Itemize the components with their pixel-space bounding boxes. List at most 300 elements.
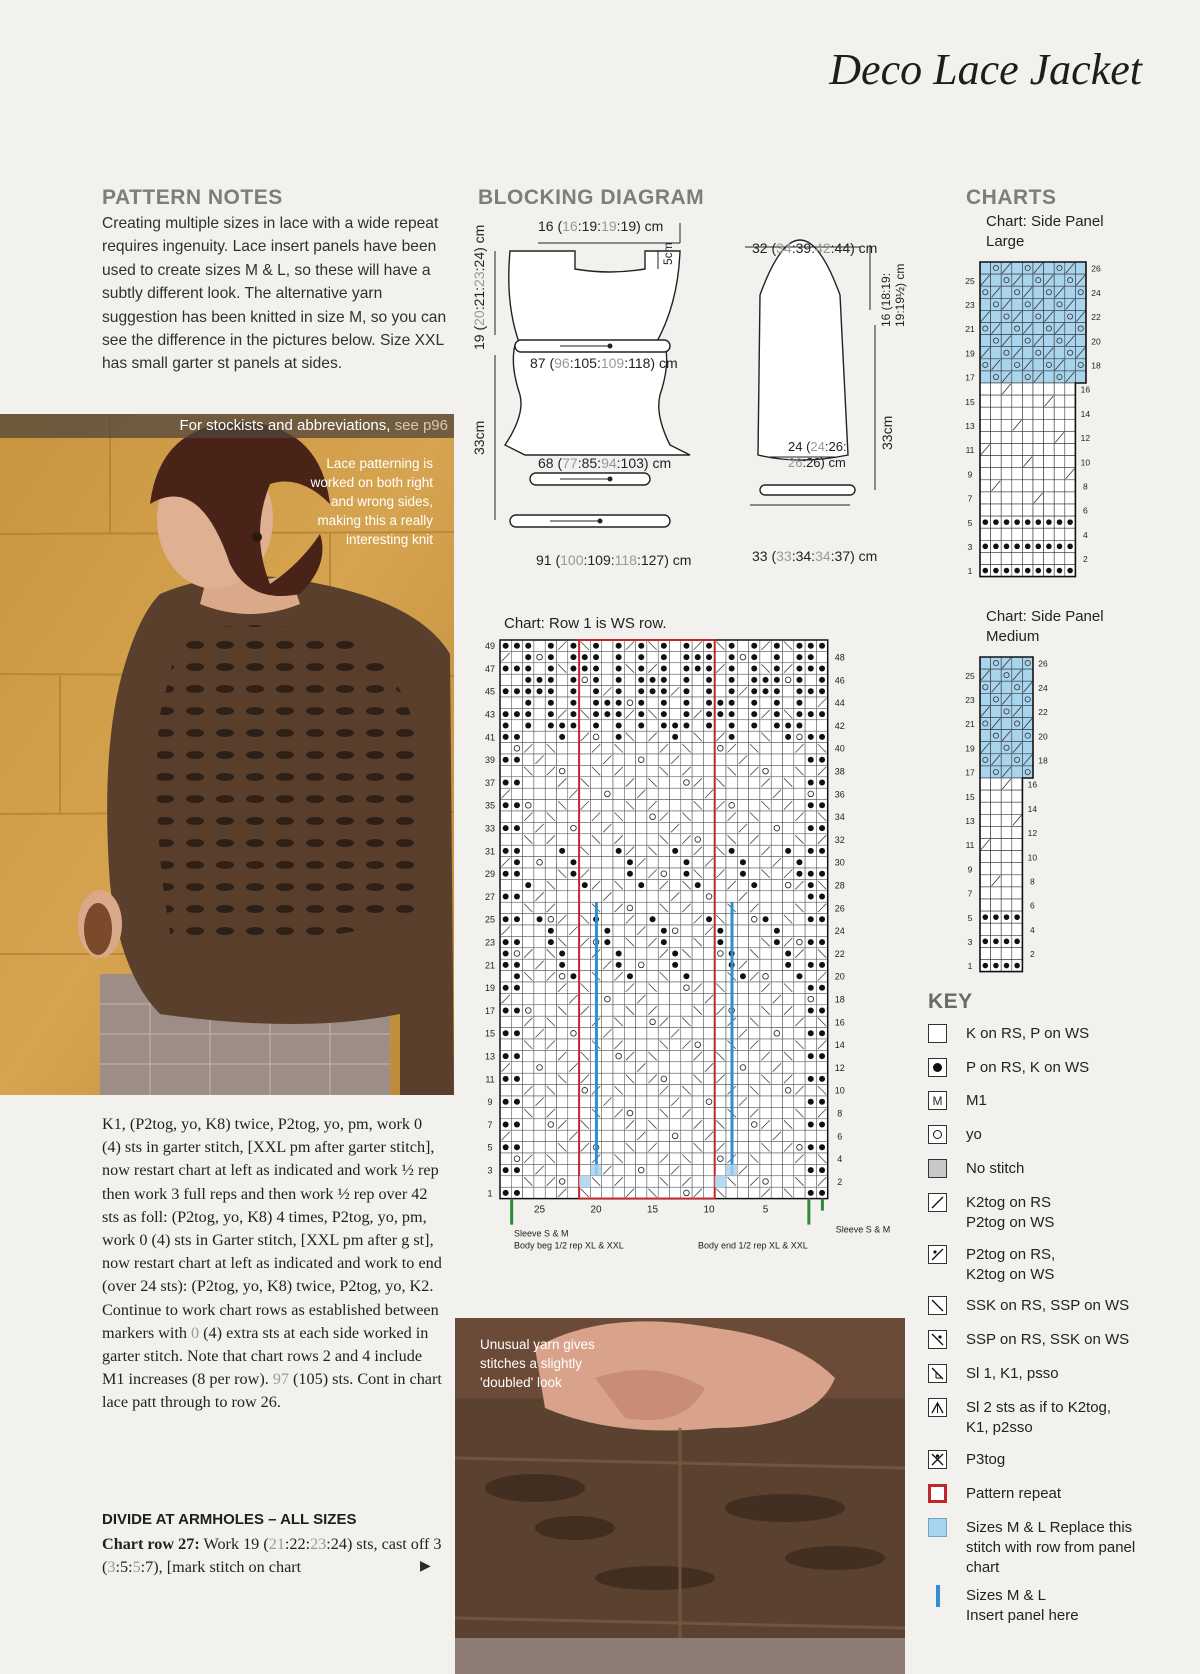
chart-cell (647, 879, 658, 890)
panel-cell (991, 766, 1002, 778)
chart-cell (647, 1107, 658, 1118)
purl-dot-icon (570, 973, 576, 979)
chart-cell (534, 902, 545, 913)
panel-cell (980, 802, 991, 814)
purl-dot-icon (570, 711, 576, 717)
chart-cell (624, 788, 635, 799)
chart-cell (523, 1142, 534, 1153)
purl-dot-icon (604, 928, 610, 934)
purl-dot-icon (514, 825, 520, 831)
chart-cell (545, 1005, 556, 1016)
panel-cell (991, 552, 1002, 564)
chart-cell (681, 936, 692, 947)
chart-cell (636, 1187, 647, 1198)
chart-cell (783, 1028, 794, 1039)
left-row-number: 9 (967, 864, 973, 875)
chart-cell (749, 1073, 760, 1084)
chart-cell (624, 697, 635, 708)
purl-dot-icon (525, 711, 531, 717)
purl-dot-icon (993, 963, 999, 969)
chart-cell (692, 948, 703, 959)
panel-cell (1054, 347, 1065, 359)
chart-cell (534, 982, 545, 993)
chart-cell (760, 925, 771, 936)
chart-cell (500, 1176, 511, 1187)
chart-cell (511, 811, 522, 822)
chart-cell (737, 879, 748, 890)
chart-cell (658, 1164, 669, 1175)
chart-cell (647, 1130, 658, 1141)
purl-dot-icon (514, 871, 520, 877)
chart-cell (568, 982, 579, 993)
chart-cell (794, 1130, 805, 1141)
chart-cell (534, 1085, 545, 1096)
chart-cell (557, 1153, 568, 1164)
purl-dot-icon (819, 871, 825, 877)
chart-cell (557, 1164, 568, 1175)
chart-cell (579, 891, 590, 902)
purl-dot-icon (514, 973, 520, 979)
chart-cell (647, 651, 658, 662)
chart-cell (703, 1107, 714, 1118)
purl-dot-icon (785, 723, 791, 729)
chart-cell (760, 857, 771, 868)
purl-dot-icon (593, 700, 599, 706)
chart-cell (737, 777, 748, 788)
chart-cell (783, 834, 794, 845)
purl-dot-icon (751, 723, 757, 729)
purl-dot-icon (1046, 544, 1052, 550)
chart-cell (703, 959, 714, 970)
panel-cell (991, 923, 1002, 935)
chart-cell (636, 845, 647, 856)
panel-cell (991, 778, 1002, 790)
chart-cell (523, 731, 534, 742)
chart-cell (737, 936, 748, 947)
chart-cell (579, 1028, 590, 1039)
chart-cell (534, 777, 545, 788)
chart-cell (545, 857, 556, 868)
chart-cell (568, 1187, 579, 1198)
chart-cell (511, 879, 522, 890)
purl-dot-icon (808, 1167, 814, 1173)
purl-dot-icon (638, 677, 644, 683)
chart-cell (692, 788, 703, 799)
chart-cell (647, 925, 658, 936)
panel-cell (980, 826, 991, 838)
sleeve-length-label: 33cm (879, 415, 895, 450)
panel-cell (1054, 456, 1065, 468)
chart-cell (636, 1073, 647, 1084)
chart-cell (511, 1016, 522, 1027)
panel-cell (1022, 310, 1033, 322)
chart-cell (636, 971, 647, 982)
chart-cell (613, 800, 624, 811)
chart-cell (602, 845, 613, 856)
chart-cell (715, 743, 726, 754)
chart-cell (703, 948, 714, 959)
chart-cell (805, 1039, 816, 1050)
chart-cell (692, 822, 703, 833)
panel-cell (1065, 419, 1076, 431)
chart-cell (636, 1164, 647, 1175)
purl-dot-icon (1014, 519, 1020, 525)
chart-cell (523, 1028, 534, 1039)
key-item-ssp: SSP on RS, SSK on WS (928, 1330, 1186, 1350)
chart-cell (545, 1164, 556, 1175)
chart-cell (715, 857, 726, 868)
panel-cell (1012, 923, 1023, 935)
chart-cell (670, 640, 681, 651)
panel-cell (1044, 444, 1055, 456)
continue-arrow-icon[interactable]: ▶ (420, 1557, 431, 1573)
chart-cell (692, 1062, 703, 1073)
chart-cell (670, 651, 681, 662)
left-row-number: 19 (484, 983, 496, 994)
chart-cell (523, 1130, 534, 1141)
chart-cell (760, 720, 771, 731)
chart-cell (511, 674, 522, 685)
panel-cell (1075, 262, 1086, 274)
panel-cell (1012, 730, 1023, 742)
chart-cell (715, 822, 726, 833)
panel-cell (1001, 347, 1012, 359)
chart-cell (636, 754, 647, 765)
purl-dot-icon (785, 962, 791, 968)
panel-cell (980, 887, 991, 899)
panel-cell (1001, 359, 1012, 371)
chart-cell (647, 765, 658, 776)
chart-cell (703, 754, 714, 765)
chart-cell (749, 788, 760, 799)
panel-cell (1012, 802, 1023, 814)
chart-cell (703, 731, 714, 742)
chart-cell (816, 1130, 827, 1141)
purl-dot-icon (729, 654, 735, 660)
chart-cell (523, 1096, 534, 1107)
chart-cell (703, 1176, 714, 1187)
chart-cell (602, 993, 613, 1004)
chart-cell (670, 936, 681, 947)
chart-cell (771, 868, 782, 879)
chart-cell (636, 868, 647, 879)
chart-cell (602, 868, 613, 879)
chart-cell (647, 697, 658, 708)
panel-cell (991, 492, 1002, 504)
purl-dot-icon (808, 666, 814, 672)
chart-cell (771, 971, 782, 982)
chart-cell (545, 959, 556, 970)
chart-cell (805, 1085, 816, 1096)
chart-cell (534, 857, 545, 868)
chart-cell (647, 857, 658, 868)
svg-text:16 (16:19:19:19) cm: 16 (16:19:19:19) cm (538, 218, 664, 234)
purl-dot-icon (1067, 544, 1073, 550)
purl-dot-icon (1067, 519, 1073, 525)
chart-cell (692, 743, 703, 754)
chart-cell (749, 1050, 760, 1061)
chart-cell (771, 1119, 782, 1130)
purl-dot-icon (774, 666, 780, 672)
chart-cell (590, 777, 601, 788)
chart-note-mid: Body end 1/2 rep XL & XXL (698, 1240, 808, 1251)
purl-dot-icon (751, 688, 757, 694)
sleeve-marker (821, 1199, 824, 1211)
purl-dot-icon (683, 643, 689, 649)
purl-dot-icon (808, 1008, 814, 1014)
chart-cell (715, 891, 726, 902)
chart-cell (816, 720, 827, 731)
chart-cell (692, 1107, 703, 1118)
purl-dot-icon (774, 939, 780, 945)
chart-cell (534, 1187, 545, 1198)
panel-cell (1054, 468, 1065, 480)
purl-dot-icon (525, 723, 531, 729)
chart-cell (658, 1005, 669, 1016)
chart-cell (511, 1107, 522, 1118)
chart-cell (613, 1130, 624, 1141)
sleeve-marker (807, 1199, 810, 1225)
left-row-number: 15 (965, 791, 975, 802)
purl-dot-icon (604, 939, 610, 945)
purl-dot-icon (1004, 914, 1010, 920)
panel-cell (1022, 274, 1033, 286)
chart-cell (624, 1062, 635, 1073)
chart-cell (545, 1073, 556, 1084)
purl-dot-icon (808, 734, 814, 740)
purl-dot-icon (514, 859, 520, 865)
purl-dot-icon (570, 688, 576, 694)
purl-dot-icon (537, 677, 543, 683)
panel-cell (1001, 310, 1012, 322)
purl-dot-icon (593, 654, 599, 660)
chart-cell (783, 902, 794, 913)
purl-dot-icon (819, 1053, 825, 1059)
panel-cell (1001, 528, 1012, 540)
chart-cell (771, 1176, 782, 1187)
chart-cell (783, 788, 794, 799)
purl-dot-icon (819, 734, 825, 740)
right-row-number: 18 (1091, 360, 1101, 371)
chart-cell (568, 834, 579, 845)
chart-cell (783, 765, 794, 776)
chart-cell (557, 1028, 568, 1039)
blocking-diagram-heading: BLOCKING DIAGRAM (478, 186, 705, 209)
purl-dot-icon (503, 723, 509, 729)
right-row-number: 2 (837, 1176, 843, 1187)
purl-dot-icon (672, 734, 678, 740)
chart-cell (523, 914, 534, 925)
key-item-no-stitch: No stitch (928, 1159, 1186, 1179)
purl-dot-icon (559, 848, 565, 854)
chart-cell (557, 1016, 568, 1027)
panel-cell (1012, 480, 1023, 492)
chart-cell (500, 811, 511, 822)
left-row-number: 13 (965, 815, 975, 826)
cuff-label-line1: 24 (24:26: (788, 439, 847, 454)
chart-cell (760, 879, 771, 890)
panel-cell (1001, 456, 1012, 468)
chart-cell (568, 1073, 579, 1084)
purl-dot-icon (514, 1144, 520, 1150)
chart-cell (737, 1039, 748, 1050)
chart-cell (703, 1142, 714, 1153)
purl-dot-icon (514, 1030, 520, 1036)
key-item-ssk: SSK on RS, SSP on WS (928, 1296, 1186, 1316)
purl-dot-icon (808, 1030, 814, 1036)
purl-dot-icon (503, 780, 509, 786)
chart-cell (715, 651, 726, 662)
purl-dot-icon (514, 1053, 520, 1059)
chart-cell (771, 1005, 782, 1016)
chart-cell (760, 1085, 771, 1096)
purl-dot-icon (616, 688, 622, 694)
chart-cell (771, 822, 782, 833)
chart-cell (568, 1005, 579, 1016)
purl-dot-icon (808, 939, 814, 945)
panel-cell (991, 802, 1002, 814)
purl-dot-icon (808, 688, 814, 694)
chart-note-left-1: Sleeve S & M (514, 1228, 569, 1239)
chart-cell (624, 891, 635, 902)
panel-cell (980, 657, 991, 669)
chart-cell (670, 1085, 681, 1096)
chart-cell (670, 1107, 681, 1118)
chart-cell (681, 914, 692, 925)
chart-cell (534, 1050, 545, 1061)
chart-cell (579, 1107, 590, 1118)
chart-cell (771, 1187, 782, 1198)
purl-dot-icon (1036, 568, 1042, 574)
panel-cell (1012, 262, 1023, 274)
chart-cell (670, 697, 681, 708)
chart-cell (749, 868, 760, 879)
page-reference-link[interactable]: see p96 (394, 417, 448, 434)
purl-dot-icon (819, 1122, 825, 1128)
chart-cell (703, 1073, 714, 1084)
purl-dot-icon (796, 677, 802, 683)
chart-cell (681, 925, 692, 936)
panel-cell (1044, 456, 1055, 468)
chart-cell (636, 982, 647, 993)
purl-dot-icon (1014, 963, 1020, 969)
key-heading: KEY (928, 990, 973, 1013)
chart-cell (805, 834, 816, 845)
panel-cell (980, 456, 991, 468)
chart-cell (771, 914, 782, 925)
left-row-number: 23 (965, 299, 975, 310)
chart-cell (602, 811, 613, 822)
chart-cell (511, 788, 522, 799)
chart-cell (647, 1085, 658, 1096)
chart-cell (681, 845, 692, 856)
purl-dot-icon (514, 643, 520, 649)
purl-dot-icon (570, 723, 576, 729)
chart-cell (523, 788, 534, 799)
chart-cell (749, 914, 760, 925)
chart-cell (692, 971, 703, 982)
chart-cell (545, 1119, 556, 1130)
chart-cell (760, 1028, 771, 1039)
chart-cell (658, 788, 669, 799)
chart-cell (692, 1028, 703, 1039)
chart-cell (624, 959, 635, 970)
chart-cell (579, 1062, 590, 1073)
column-number: 25 (533, 1204, 546, 1216)
chart-cell (715, 811, 726, 822)
chart-cell (658, 982, 669, 993)
chart-cell (624, 993, 635, 1004)
chart-cell (523, 1164, 534, 1175)
chart-cell (602, 879, 613, 890)
chart-cell (681, 731, 692, 742)
chart-cell (613, 868, 624, 879)
replace-stitch-cell (579, 1176, 590, 1187)
purl-dot-icon (729, 848, 735, 854)
panel-cell (1022, 347, 1033, 359)
purl-dot-icon (683, 723, 689, 729)
left-row-number: 25 (484, 914, 496, 925)
purl-dot-icon (774, 677, 780, 683)
chart-cell (783, 971, 794, 982)
chart-cell (783, 993, 794, 1004)
panel-cell (1054, 492, 1065, 504)
chart-cell (579, 697, 590, 708)
chart-cell (794, 845, 805, 856)
chart-cell (500, 971, 511, 982)
panel-cell (1012, 383, 1023, 395)
panel-cell (1001, 480, 1012, 492)
chart-cell (794, 1187, 805, 1198)
chart-cell (794, 1062, 805, 1073)
chart-cell (658, 857, 669, 868)
chart-cell (703, 765, 714, 776)
panel-cell (1075, 359, 1086, 371)
purl-dot-icon (661, 677, 667, 683)
chart-cell (602, 720, 613, 731)
chart-cell (568, 1028, 579, 1039)
chart-cell (658, 1119, 669, 1130)
chart-cell (703, 845, 714, 856)
chart-cell (602, 1039, 613, 1050)
panel-cell (991, 851, 1002, 863)
right-row-number: 16 (1027, 779, 1038, 790)
main-chart-title: Chart: Row 1 is WS row. (504, 615, 667, 632)
right-row-number: 48 (834, 652, 845, 663)
panel-cell (1022, 431, 1033, 443)
purl-dot-icon (570, 654, 576, 660)
left-slant-icon (928, 1296, 947, 1315)
purl-dot-icon (717, 928, 723, 934)
purl-dot-icon (706, 677, 712, 683)
chart-cell (783, 1107, 794, 1118)
purl-dot-icon (796, 643, 802, 649)
chart-cell (692, 1096, 703, 1107)
panel-cell (1022, 383, 1033, 395)
panel-cell (991, 431, 1002, 443)
purl-dot-icon (706, 643, 712, 649)
chart-cell (681, 1062, 692, 1073)
panel-cell (991, 468, 1002, 480)
chart-cell (500, 1039, 511, 1050)
chart-cell (760, 1016, 771, 1027)
chart-cell (534, 1130, 545, 1141)
chart-cell (579, 1085, 590, 1096)
purl-dot-icon (1036, 519, 1042, 525)
panel-cell (1012, 887, 1023, 899)
neck-depth-label: 5cm (661, 242, 675, 265)
purl-dot-icon (993, 568, 999, 574)
